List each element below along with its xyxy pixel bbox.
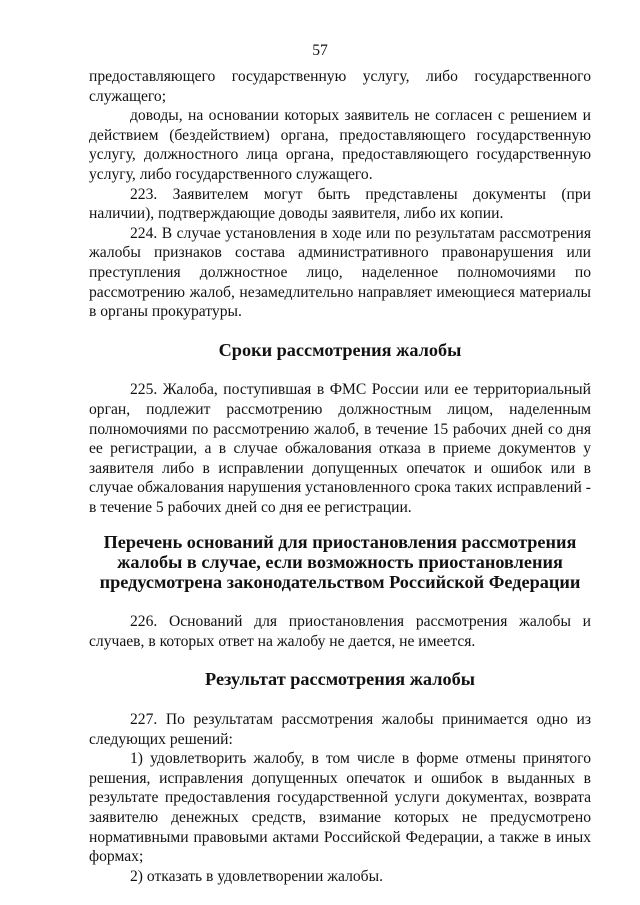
paragraph-223: 223. Заявителем могут быть представлены документы (при наличии), подтверждающие доводы заявителя, либо их копии. [89, 185, 591, 223]
paragraph-227: 227. По результатам рассмотрения жалобы принимается одно из следующих решений: [89, 711, 591, 748]
paragraph-225: 225. Жалоба, поступившая в ФМС России или ее территориальный орган, подлежит рассмотрению должностным лицом, наделенным полномочиями по рассмотрению жалоб, в течение 15 рабочих дней со дня ее регистрации, а в случае обжалования отказа в приеме документов у заявителя либо в исправлении допущенных опечаток и ошибок или в случае обжалования нарушения установленного срока таких исправлений - в течение 5 рабочих дней со дня ее регистрации. [89, 381, 591, 516]
paragraph-arguments: доводы, на основании которых заявитель не согласен с решением и действием (бездействием) органа, предоставляющего государственную услугу, должностного лица органа, предоставляющего государственную услугу, либо государственного служащего. [89, 107, 591, 183]
document-body [89, 67, 591, 886]
paragraph-continuation: предоставляющего государственную услугу, либо государственного служащего; [89, 68, 591, 105]
section-heading-terms: Сроки рассмотрения жалобы [218, 339, 462, 360]
paragraph-224: 224. В случае установления в ходе или по результатам рассмотрения жалобы признаков состава административного правонарушения или преступления должностное лицо, наделенное полномочиями по рассмотрению жалоб, незамедлительно направляет имеющиеся материалы в органы прокуратуры. [89, 224, 591, 321]
paragraph-226: 226. Оснований для приостановления рассмотрения жалобы и случаев, в которых ответ на жалобу не дается, не имеется. [89, 613, 591, 650]
list-item-refuse: 2) отказать в удовлетворении жалобы. [130, 867, 383, 885]
page-number: 57 [312, 42, 328, 59]
list-item-satisfy: 1) удовлетворить жалобу, в том числе в форме отмены принятого решения, исправления допущенных опечаток и ошибок в выданных в результате предоставления государственной услуги документах, возврата заявителю денежных средств, взимание которых не предусмотрено нормативными правовыми актами Российской Федерации, а также в иных формах; [89, 750, 591, 866]
section-heading-result: Результат рассмотрения жалобы [205, 669, 475, 690]
section-heading-suspension: Перечень оснований для приостановления рассмотрения жалобы в случае, если возможность приостановления предусмотрена законодательством Российской Федерации [99, 532, 581, 592]
